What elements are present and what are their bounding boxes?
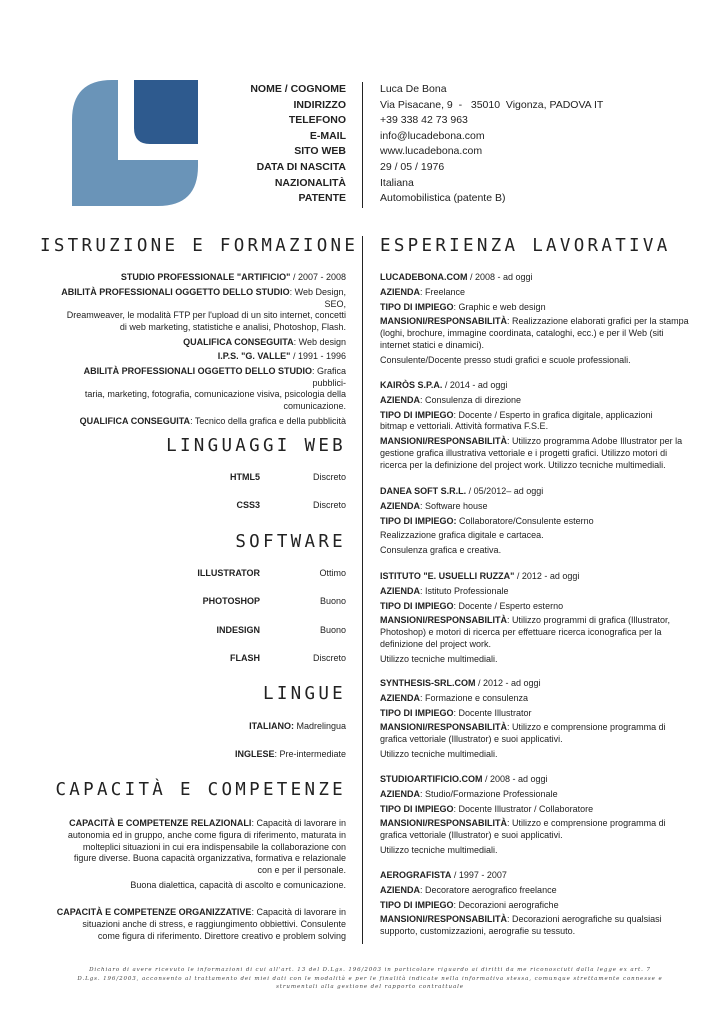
edu2-qual-label: QUALIFICA CONSEGUITA xyxy=(79,415,191,426)
exp-mansioni-label: MANSIONI/RESPONSABILITÀ xyxy=(380,436,508,447)
exp-mansioni-line: supporto, customizzazioni, aerografie su tessuto. xyxy=(380,926,576,937)
exp-company: STUDIOARTIFICIO.COM xyxy=(380,774,483,784)
exp-extra: Consulenza grafica e creativa. xyxy=(380,545,502,556)
org-line: come figura di riferimento. Direttore creativo e problem solving xyxy=(97,930,346,941)
exp-period: / 05/2012– ad oggi xyxy=(466,486,544,496)
competences-organizational xyxy=(50,907,346,942)
exp-mansioni-label: MANSIONI/RESPONSABILITÀ xyxy=(380,316,508,327)
value-nazionalita: Italiana xyxy=(380,176,414,189)
logo xyxy=(72,80,198,206)
exp-azienda-label: AZIENDA xyxy=(380,500,420,511)
software-skill-level: Ottimo xyxy=(319,568,346,578)
exp-mansioni-label: MANSIONI/RESPONSABILITÀ xyxy=(380,914,508,925)
competences-relational xyxy=(50,818,346,892)
org-label: CAPACITÀ E COMPETENZE ORGANIZZATIVE xyxy=(56,907,252,917)
experience-7 xyxy=(380,870,690,938)
value-nome: Luca De Bona xyxy=(380,83,447,95)
exp-tipo-label: TIPO DI IMPIEGO xyxy=(380,301,454,312)
relational-line: : Capacità di lavorare in xyxy=(251,818,346,828)
exp-tipo-label: TIPO DI IMPIEGO xyxy=(380,803,454,814)
exp-tipo: : Docente / Esperto esterno xyxy=(453,600,564,611)
exp-mansioni-line: gestione grafica illustrativa vettoriale e i progetti grafici. Utilizzo motori di xyxy=(380,447,668,458)
relational-label: CAPACITÀ E COMPETENZE RELAZIONALI xyxy=(69,818,252,828)
software-skill-name: INDESIGN xyxy=(216,625,260,635)
exp-mansioni-line: internet statici e dinamici). xyxy=(380,339,485,350)
edu2-abilities-line: comunicazione. xyxy=(283,401,346,412)
edu1-abilities-line: Dreamweaver, le modalità FTP per l'upload di un sito internet, concetti xyxy=(66,310,346,321)
exp-azienda: : Istituto Professionale xyxy=(420,585,509,596)
exp-azienda-label: AZIENDA xyxy=(380,692,420,703)
value-sito[interactable]: www.lucadebona.com xyxy=(380,145,483,158)
exp-tipo: : Docente Illustrator xyxy=(453,707,532,718)
exp-company: DANEA SOFT S.R.L. xyxy=(380,486,467,496)
exp-azienda-label: AZIENDA xyxy=(380,394,420,405)
edu1-title: STUDIO PROFESSIONALE "ARTIFICIO" xyxy=(120,272,291,282)
value-nascita: 29 / 05 / 1976 xyxy=(380,160,445,173)
org-line: : Capacità di lavorare in xyxy=(251,907,346,917)
web-skill-name: HTML5 xyxy=(230,472,260,482)
exp-tipo-label: TIPO DI IMPIEGO xyxy=(380,899,454,910)
exp-company: SYNTHESIS-SRL.COM xyxy=(380,678,476,688)
label-indirizzo: INDIRIZZO xyxy=(293,98,346,111)
exp-mansioni-line: : Utilizzo e comprensione programma di xyxy=(507,722,666,733)
value-telefono: +39 338 42 73 963 xyxy=(380,114,468,127)
exp-azienda: : Software house xyxy=(420,500,488,511)
personal-values xyxy=(380,82,680,207)
web-skill-level: Discreto xyxy=(312,500,346,510)
experience-4 xyxy=(380,571,690,666)
software-skill-name: PHOTOSHOP xyxy=(202,596,260,606)
relational-line: figure diverse. Buona capacità organizzativa, formativa e relazionale xyxy=(73,853,346,864)
exp-tipo-label: TIPO DI IMPIEGO xyxy=(380,600,454,611)
exp-tipo-line: : Docente / Esperto in grafica digitale, applicazioni xyxy=(453,409,653,420)
exp-company: AEROGRAFISTA xyxy=(380,870,452,880)
edu2-abilities-line: : Grafica pubblici- xyxy=(311,365,346,388)
exp-azienda: : Formazione e consulenza xyxy=(420,692,529,703)
exp-tipo: : Graphic e web design xyxy=(453,301,546,312)
edu1-qual-label: QUALIFICA CONSEGUITA xyxy=(183,336,294,347)
value-indirizzo: Via Pisacane, 9 - 35010 Vigonza, PADOVA IT xyxy=(380,98,604,111)
exp-azienda-label: AZIENDA xyxy=(380,884,420,895)
label-patente: PATENTE xyxy=(298,192,346,205)
label-nazionalita: NAZIONALITÀ xyxy=(274,176,346,189)
edu1-abilities-label: ABILITÀ PROFESSIONALI OGGETTO DELLO STUDIO xyxy=(61,286,290,297)
experience-2 xyxy=(380,380,690,472)
exp-tipo: Collaboratore/Consulente esterno xyxy=(456,515,594,526)
footer-line: Dichiaro di avere ricevuto le informazioni di cui all'art. 13 del D.Lgs. 196/2003 in particolare riguardo ai diritti da me riconosciuti dalla legge ex art. 7 xyxy=(89,967,651,973)
exp-mansioni-line: Photoshop) e motori di ricerca per effettuare ricerca iconografica per la xyxy=(380,627,662,638)
exp-extra: Utilizzo tecniche multimediali. xyxy=(380,844,498,855)
exp-mansioni-line: (loghi, brochure, immagine coordinata, cataloghi, ecc.) e per il Web (siti xyxy=(380,328,664,339)
experience-3 xyxy=(380,486,690,557)
edu2-abilities-line: taria, marketing, fotografia, comunicazione visiva, psicologia della xyxy=(84,389,346,400)
column-divider xyxy=(362,236,363,944)
relational-line: molteplici situazioni in cui era indispensabile la collaborazione con xyxy=(82,841,346,852)
exp-company: LUCADEBONA.COM xyxy=(380,272,468,282)
exp-mansioni-line: : Utilizzo programmi di grafica (Illustrator, xyxy=(507,615,671,626)
exp-tipo-line: bitmap e vettoriali. Attività formativa F.S.E. xyxy=(380,421,549,432)
relational-extra: Buona dialettica, capacità di ascolto e comunicazione. xyxy=(130,879,346,890)
education-2 xyxy=(50,351,346,428)
edu2-abilities-label: ABILITÀ PROFESSIONALI OGGETTO DELLO STUDIO xyxy=(83,365,312,376)
language-name: INGLESE xyxy=(234,749,275,759)
exp-period: / 2008 - ad oggi xyxy=(467,272,533,282)
label-telefono: TELEFONO xyxy=(288,114,346,127)
web-skill-name: CSS3 xyxy=(236,500,260,510)
software-skill-level: Buono xyxy=(319,625,346,635)
exp-mansioni-line: : Realizzazione elaborati grafici per la stampa xyxy=(507,316,689,327)
info-divider xyxy=(362,82,363,208)
exp-extra: Utilizzo tecniche multimediali. xyxy=(380,748,498,759)
exp-mansioni-label: MANSIONI/RESPONSABILITÀ xyxy=(380,818,508,829)
exp-tipo: : Docente Illustrator / Collaboratore xyxy=(453,803,594,814)
exp-azienda: : Decoratore aerografico freelance xyxy=(420,884,557,895)
web-skill-level: Discreto xyxy=(312,472,346,482)
value-patente: Automobilistica (patente B) xyxy=(380,192,506,205)
relational-line: con e per il personale. xyxy=(257,865,346,876)
exp-mansioni-line: ricerca per la definizione del project work. Utilizzo tecniche multimediali. xyxy=(380,459,666,470)
heading-skills: CAPACITÀ E COMPETENZE xyxy=(55,780,346,800)
exp-mansioni-line: grafica vettoriale (Illustrator) e suoi applicativi. xyxy=(380,734,563,745)
exp-tipo-label: TIPO DI IMPIEGO xyxy=(380,409,454,420)
heading-software: SOFTWARE xyxy=(235,532,346,552)
footer-line: D.Lgs. 196/2003, acconsento al trattamento dei miei dati con le modalità e per le finalità indicate nella informativa stessa, comunque strettamente connesse e xyxy=(77,975,663,982)
exp-mansioni-label: MANSIONI/RESPONSABILITÀ xyxy=(380,615,508,626)
value-email[interactable]: info@lucadebona.com xyxy=(380,129,485,142)
exp-azienda: : Consulenza di direzione xyxy=(420,394,522,405)
experience-6 xyxy=(380,774,690,857)
software-skill-level: Discreto xyxy=(312,653,346,663)
exp-mansioni-line: : Decorazioni aerografiche su qualsiasi xyxy=(507,914,662,925)
exp-tipo-label: TIPO DI IMPIEGO: xyxy=(380,515,457,526)
label-nome: NOME / COGNOME xyxy=(250,83,346,95)
language-name: ITALIANO: xyxy=(249,721,294,731)
exp-extra: Consulente/Docente presso studi grafici e scuole professionali. xyxy=(380,354,631,365)
language-english xyxy=(50,749,346,761)
edu1-abilities-line: : Web Design, SEO, xyxy=(289,286,346,309)
exp-period: / 2012 - ad oggi xyxy=(475,678,541,688)
exp-mansioni-line: : Utilizzo programma Adobe Illustrator per la xyxy=(507,436,683,447)
experience-1 xyxy=(380,272,690,367)
exp-period: / 2008 - ad oggi xyxy=(482,774,548,784)
heading-experience: ESPERIENZA LAVORATIVA xyxy=(380,236,671,256)
exp-mansioni-line: : Utilizzo e comprensione programma di xyxy=(507,818,666,829)
exp-tipo-label: TIPO DI IMPIEGO xyxy=(380,707,454,718)
label-nascita: DATA DI NASCITA xyxy=(256,160,346,173)
org-line: situazioni anche di stress, e raggiungimento obbiettivi. Consulente xyxy=(82,918,346,929)
exp-azienda-label: AZIENDA xyxy=(380,585,420,596)
software-skill-name: FLASH xyxy=(230,653,260,663)
personal-labels xyxy=(200,82,346,207)
exp-extra: Realizzazione grafica digitale e cartacea. xyxy=(380,530,544,541)
software-skill-level: Buono xyxy=(319,596,346,606)
education-1 xyxy=(50,272,346,349)
language-level: Madrelingua xyxy=(293,721,346,731)
heading-education: ISTRUZIONE E FORMAZIONE xyxy=(40,236,359,256)
edu2-period: / 1991 - 1996 xyxy=(290,351,346,361)
heading-languages: LINGUE xyxy=(262,684,346,704)
relational-line: autonomia ed in gruppo, anche come figura di riferimento, maturata in xyxy=(67,829,346,840)
exp-mansioni-label: MANSIONI/RESPONSABILITÀ xyxy=(380,722,508,733)
label-email: E-MAIL xyxy=(309,129,346,142)
label-sito: SITO WEB xyxy=(294,145,346,158)
exp-period: / 2012 - ad oggi xyxy=(514,571,580,581)
exp-azienda: : Freelance xyxy=(420,286,466,297)
exp-company: ISTITUTO "E. USUELLI RUZZA" xyxy=(380,571,515,581)
privacy-footer xyxy=(70,966,670,992)
footer-line: strumentali alla gestione del rapporto contrattuale xyxy=(276,984,464,990)
exp-extra: Utilizzo tecniche multimediali. xyxy=(380,653,498,664)
edu1-abilities-line: di web marketing, statistiche e analisi, Photoshop, Flash. xyxy=(119,322,346,333)
exp-azienda-label: AZIENDA xyxy=(380,286,420,297)
logo-dark-shape xyxy=(134,80,198,144)
heading-web: LINGUAGGI WEB xyxy=(166,436,346,456)
exp-tipo: : Decorazioni aerografiche xyxy=(453,899,559,910)
experience-5 xyxy=(380,678,690,761)
edu2-qual-value: : Tecnico della grafica e della pubblicità xyxy=(190,415,346,426)
language-italian xyxy=(50,721,346,733)
exp-mansioni-line: definizione del project work. xyxy=(380,638,492,649)
edu2-title: I.P.S. "G. VALLE" xyxy=(217,351,291,361)
exp-company: KAIRÒS S.P.A. xyxy=(380,380,443,390)
exp-mansioni-line: grafica vettoriale (Illustrator) e suoi applicativi. xyxy=(380,830,563,841)
exp-period: / 2014 - ad oggi xyxy=(442,380,508,390)
software-skill-name: ILLUSTRATOR xyxy=(197,568,260,578)
edu1-period: / 2007 - 2008 xyxy=(290,272,346,282)
exp-azienda-label: AZIENDA xyxy=(380,788,420,799)
exp-azienda: : Studio/Formazione Professionale xyxy=(420,788,558,799)
edu1-qual-value: : Web design xyxy=(293,336,346,347)
language-level: : Pre-intermediate xyxy=(274,749,346,759)
exp-period: / 1997 - 2007 xyxy=(451,870,507,880)
